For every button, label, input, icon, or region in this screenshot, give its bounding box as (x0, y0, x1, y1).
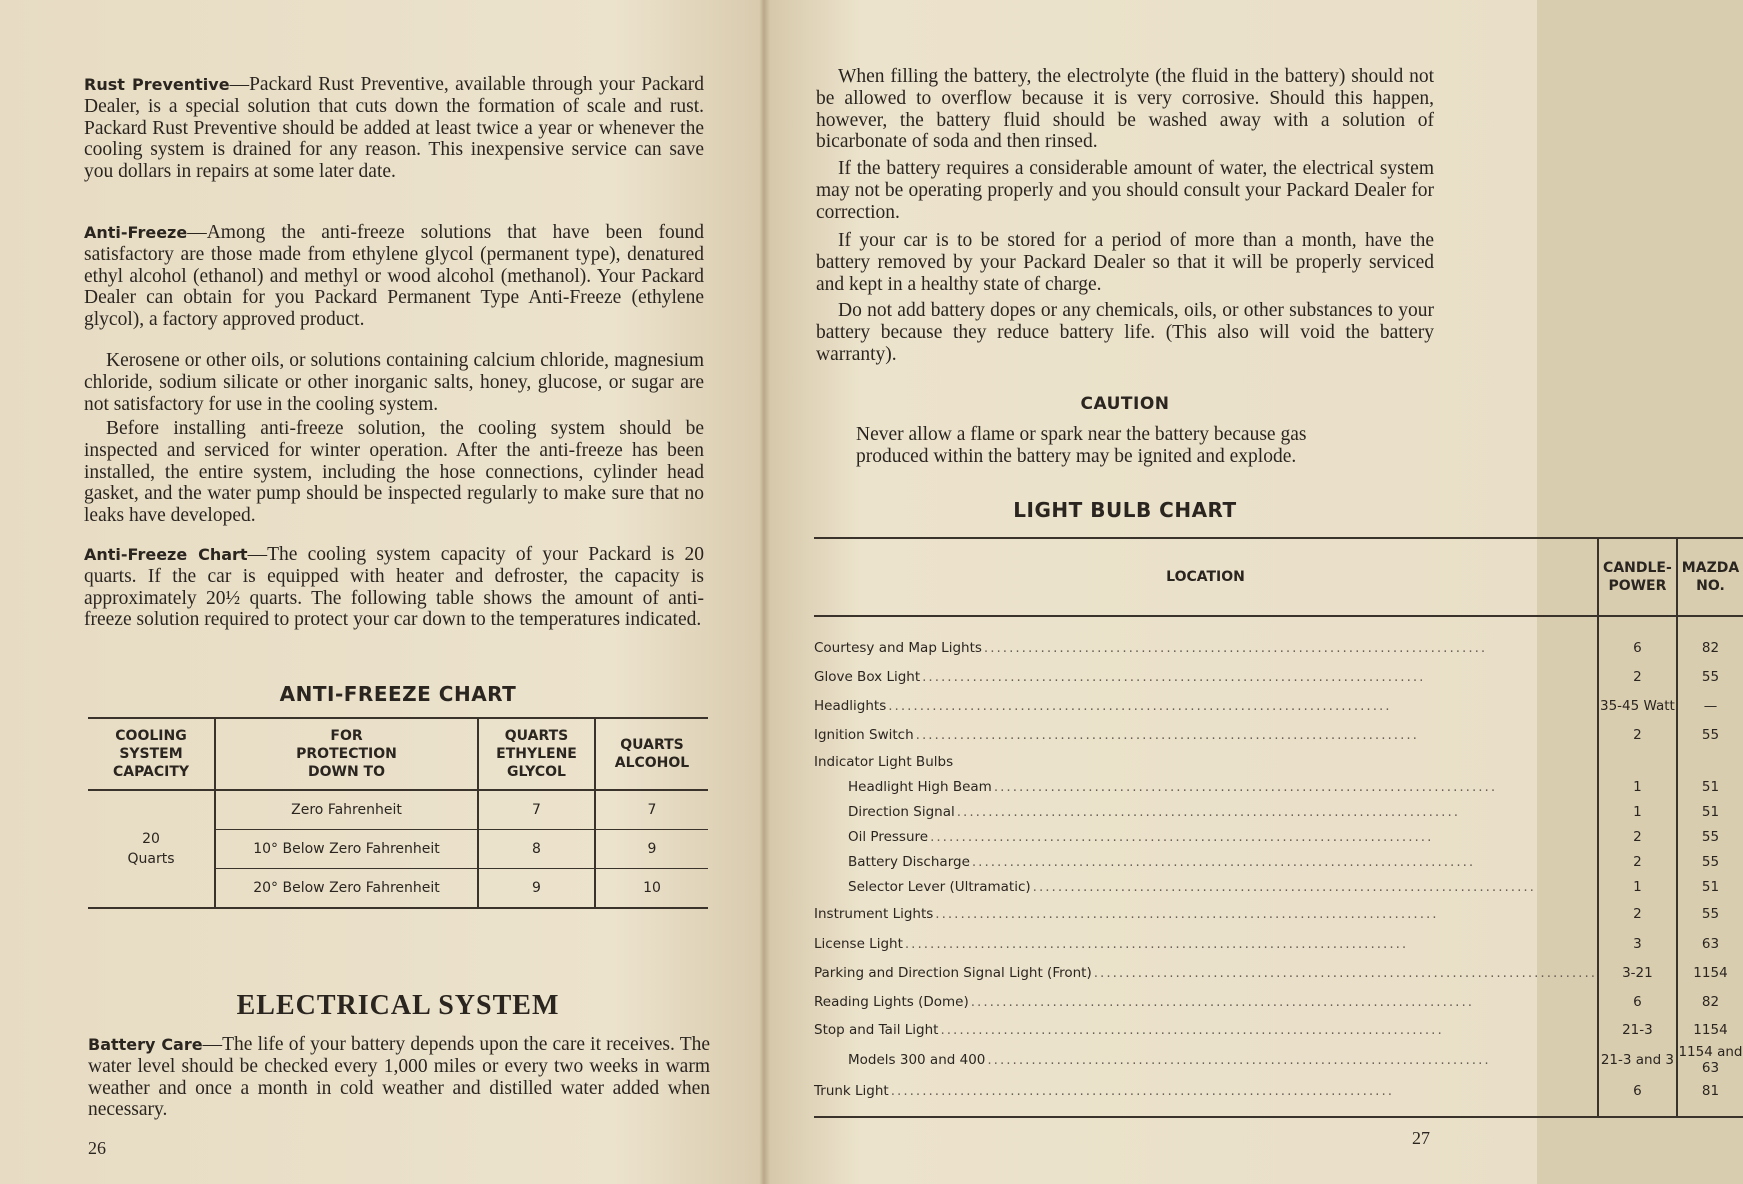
table-row (88, 790, 708, 830)
location-cell (814, 849, 1598, 874)
dot-leader: ................................................................................ (890, 1082, 1395, 1099)
page-number-left: 26 (88, 1138, 106, 1158)
table-row (814, 720, 1743, 750)
before-installing-paragraph: Before installing anti-freeze solution, the cooling system should be inspected and serviced for winter operation. After the anti-freeze has been installed, the entire system, including the hose connections, cylinder head gasket, and the water pump should be inspected regularly to make sure that no leaks have developed. (84, 418, 704, 527)
mazda-cell: 51 (1677, 799, 1743, 824)
table-row (814, 634, 1743, 662)
location-cell (814, 750, 1598, 774)
candlepower-cell: 1 (1598, 799, 1677, 824)
battery-care-term: Battery Care (88, 1035, 203, 1054)
rust-preventive-paragraph: Rust Preventive—Packard Rust Preventive, available through your Packard Dealer, is a special solution that cuts down the formation of scale and rust. Packard Rust Preventive should be added at least twice a year or whenever the cooling system is drained for any reason. This inexpensive service can save you dollars in repairs at some later date. (84, 74, 704, 183)
header-candlepower: CANDLE- POWER (1598, 538, 1677, 616)
location-cell (814, 987, 1598, 1016)
dot-leader: ................................................................................ (915, 727, 1419, 743)
location-cell (814, 929, 1598, 958)
table-row (814, 691, 1743, 720)
table-row (814, 799, 1743, 824)
alcohol-cell: 9 (595, 830, 708, 869)
table-row (814, 987, 1743, 1016)
temperature-cell: 10° Below Zero Fahrenheit (215, 830, 478, 869)
left-page (0, 0, 765, 1184)
candlepower-cell: 2 (1598, 720, 1677, 750)
table-row (814, 1076, 1743, 1105)
caution-heading: CAUTION (1080, 394, 1170, 414)
storage-paragraph: If your car is to be stored for a period of more than a month, have the battery removed by your Packard Dealer so that it will be properly serviced and kept in a healthy state of charge. (816, 230, 1434, 295)
candlepower-cell: 2 (1598, 849, 1677, 874)
dot-leader: ................................................................................ (940, 1022, 1444, 1038)
glycol-cell: 8 (478, 830, 595, 869)
location-cell (814, 1016, 1598, 1044)
candlepower-cell: 2 (1598, 899, 1677, 929)
location-label: Reading Lights (Dome) (814, 993, 969, 1010)
candlepower-cell: 35-45 Watt (1598, 691, 1677, 720)
mazda-cell: 1154 (1677, 958, 1743, 987)
temperature-cell: Zero Fahrenheit (215, 790, 478, 830)
battery-dopes-paragraph: Do not add battery dopes or any chemicals, oils, or other substances to your battery because they reduce battery life. (This also will void the battery warranty). (816, 300, 1434, 365)
table-row (814, 1016, 1743, 1044)
location-cell (814, 634, 1598, 662)
header-cooling-capacity: COOLING SYSTEM CAPACITY (112, 728, 190, 780)
dot-leader: ................................................................................ (1032, 878, 1536, 895)
alcohol-cell: 7 (595, 790, 708, 830)
location-cell (814, 662, 1598, 691)
table-row (814, 824, 1743, 849)
battery-care-paragraph: Battery Care—The life of your battery depends upon the care it receives. The water level should be checked every 1,000 miles or every two weeks in warm weather and once a month in cold weather and distilled water added when necessary. (88, 1034, 711, 1121)
location-label: Headlights (814, 697, 887, 714)
location-cell (814, 691, 1598, 720)
location-label: License Light (814, 935, 903, 952)
light-bulb-header-row (814, 538, 1743, 616)
water-requirement-paragraph: If the battery requires a considerable amount of water, the electrical system may not be operating properly and you should consult your Packard Dealer for correction. (816, 158, 1434, 223)
header-ethylene-glycol: QUARTS ETHYLENE GLYCOL (478, 718, 595, 790)
candlepower-cell: 1 (1598, 774, 1677, 799)
light-bulb-table (814, 537, 1743, 1118)
candlepower-cell: 3-21 (1598, 958, 1677, 987)
glycol-cell: 7 (478, 790, 595, 830)
anti-freeze-chart-title: ANTI-FREEZE CHART (279, 682, 517, 706)
table-row (814, 849, 1743, 874)
mazda-cell: 55 (1677, 824, 1743, 849)
location-label: Headlight High Beam (848, 778, 992, 795)
table-row (814, 774, 1743, 799)
location-cell (814, 1044, 1598, 1076)
location-label: Trunk Light (814, 1082, 889, 1099)
dot-leader: ................................................................................ (987, 1052, 1491, 1068)
mazda-cell: 82 (1677, 987, 1743, 1016)
location-label: Indicator Light Bulbs (814, 754, 954, 770)
location-cell (814, 958, 1598, 987)
candlepower-cell: 2 (1598, 662, 1677, 691)
caution-text: Never allow a flame or spark near the battery because gas produced within the battery may be ignited and explode. (856, 424, 1307, 467)
mazda-cell: 81 (1677, 1076, 1743, 1105)
candlepower-cell: 1 (1598, 874, 1677, 899)
kerosene-paragraph: Kerosene or other oils, or solutions containing calcium chloride, magnesium chloride, sodium silicate or other inorganic salts, honey, glucose, or sugar are not satisfactory for use in the cooling system. (84, 350, 704, 415)
dot-leader: ................................................................................ (922, 668, 1426, 685)
location-cell (814, 824, 1598, 849)
table-row (814, 874, 1743, 899)
filling-battery-paragraph: When filling the battery, the electrolyte (the fluid in the battery) should not be allowed to overflow because it is very corrosive. Should this happen, however, the battery fluid should be washed away with a solution of bicarbonate of soda and then rinsed. (816, 66, 1434, 153)
anti-freeze-header-row (88, 718, 708, 790)
anti-freeze-chart-term: Anti-Freeze Chart (84, 545, 248, 564)
location-cell (814, 874, 1598, 899)
location-label: Models 300 and 400 (848, 1052, 986, 1068)
dot-leader: ................................................................................ (993, 778, 1498, 795)
candlepower-cell (1598, 750, 1677, 774)
electrical-system-heading: ELECTRICAL SYSTEM (236, 990, 560, 1021)
alcohol-cell: 10 (595, 869, 708, 909)
dot-leader: ................................................................................ (935, 906, 1439, 922)
location-label: Courtesy and Map Lights (814, 640, 982, 656)
table-row (814, 929, 1743, 958)
capacity-cell: 20 Quarts (127, 831, 175, 867)
dot-leader: ................................................................................ (888, 697, 1392, 714)
location-label: Parking and Direction Signal Light (Front) (814, 964, 1092, 981)
header-location: LOCATION (1166, 569, 1245, 585)
mazda-cell: 1154 and 63 (1678, 1044, 1743, 1076)
anti-freeze-paragraph: Anti-Freeze—Among the anti-freeze solutions that have been found satisfactory are those made from ethylene glycol (permanent type), denatured ethyl alcohol (ethanol) and methyl or wood alcohol (methanol). Your Packard Dealer can obtain for you Packard Permanent Type Anti-Freeze (ethylene glycol), a factory approved product. (84, 222, 704, 331)
mazda-cell: 1154 (1677, 1016, 1743, 1044)
mazda-cell (1677, 750, 1743, 774)
mazda-cell: 55 (1677, 899, 1743, 929)
page-number-right: 27 (1412, 1128, 1430, 1148)
rust-preventive-term: Rust Preventive (84, 75, 230, 94)
location-cell (814, 899, 1598, 929)
dot-leader: ................................................................................ (956, 803, 1461, 820)
location-label: Instrument Lights (814, 906, 934, 922)
dot-leader: ................................................................................ (983, 640, 1488, 656)
candlepower-cell: 21-3 and 3 (1598, 1044, 1677, 1076)
candlepower-cell: 3 (1598, 929, 1677, 958)
dot-leader: ................................................................................ (971, 853, 1476, 870)
location-label: Direction Signal (848, 803, 955, 820)
mazda-cell: — (1677, 691, 1743, 720)
light-bulb-rows (814, 634, 1743, 1105)
candlepower-cell: 6 (1598, 987, 1677, 1016)
mazda-cell: 51 (1677, 774, 1743, 799)
mazda-cell: 82 (1677, 634, 1743, 662)
mazda-cell: 51 (1677, 874, 1743, 899)
dot-leader: ................................................................................ (904, 935, 1409, 952)
table-row (814, 899, 1743, 929)
mazda-cell: 55 (1677, 662, 1743, 691)
location-cell (814, 774, 1598, 799)
location-cell (814, 1076, 1598, 1105)
location-label: Battery Discharge (848, 853, 970, 870)
mazda-cell: 63 (1677, 929, 1743, 958)
light-bulb-chart-title: LIGHT BULB CHART (1013, 498, 1237, 522)
location-label: Glove Box Light (814, 668, 921, 685)
header-protection: FOR PROTECTION DOWN TO (215, 718, 478, 790)
header-alcohol: QUARTS ALCOHOL (595, 718, 708, 790)
anti-freeze-table (88, 717, 708, 909)
dot-leader: ................................................................................ (970, 993, 1475, 1010)
location-label: Ignition Switch (814, 727, 914, 743)
candlepower-cell: 6 (1598, 1076, 1677, 1105)
table-row (814, 662, 1743, 691)
mazda-cell: 55 (1677, 849, 1743, 874)
dot-leader: ................................................................................ (1093, 964, 1598, 981)
location-cell (814, 799, 1598, 824)
candlepower-cell: 2 (1598, 824, 1677, 849)
glycol-cell: 9 (478, 869, 595, 909)
anti-freeze-chart-paragraph: Anti-Freeze Chart—The cooling system capacity of your Packard is 20 quarts. If the car is equipped with heater and defroster, the capacity is approximately 20½ quarts. The following table shows the amount of anti-freeze solution required to protect your car down to the temperatures indicated. (84, 544, 705, 631)
location-label: Oil Pressure (848, 828, 929, 845)
dot-leader: ................................................................................ (930, 828, 1434, 845)
header-mazda-no: MAZDA NO. (1677, 538, 1743, 616)
candlepower-cell: 21-3 (1598, 1016, 1677, 1044)
temperature-cell: 20° Below Zero Fahrenheit (215, 869, 478, 909)
table-row (814, 750, 1743, 774)
location-label: Stop and Tail Light (814, 1022, 939, 1038)
anti-freeze-term: Anti-Freeze (84, 223, 188, 242)
mazda-cell: 55 (1677, 720, 1743, 750)
location-label: Selector Lever (Ultramatic) (848, 878, 1031, 895)
candlepower-cell: 6 (1598, 634, 1677, 662)
location-cell (814, 720, 1598, 750)
table-row (814, 1044, 1743, 1076)
table-row (814, 958, 1743, 987)
